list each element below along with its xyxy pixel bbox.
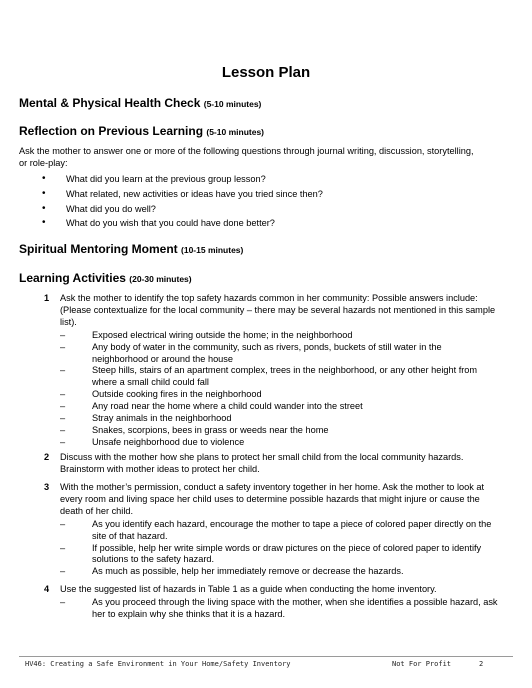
list-item: – Snakes, scorpions, bees in grass or weeds near the home [60, 425, 500, 437]
step-text: With the mother’s permission, conduct a safety inventory together in her home. Ask the mother to look at every room and living space her child uses to determine possible hazards that might injure or cause the death of her child. [60, 482, 485, 516]
step-subitems [60, 597, 500, 621]
list-item: – Steep hills, stairs of an apartment complex, trees in the neighborhood, or any other height from where a small child could fall [60, 365, 500, 389]
list-item: – Exposed electrical wiring outside the home; in the neighborhood [60, 330, 500, 342]
list-item: • What did you do well? [19, 202, 323, 217]
list-item: – Unsafe neighborhood due to violence [60, 437, 500, 449]
section-heading-learning-activities [19, 271, 192, 285]
step-text: Use the suggested list of hazards in Table 1 as a guide when conducting the home inventory. [60, 584, 437, 594]
footer-page-number: 2 [479, 660, 484, 668]
list-item: – Any body of water in the community, such as rivers, ponds, buckets of still water in the neighborhood or around the house [60, 342, 500, 366]
step-number: 1 [44, 293, 50, 303]
list-item: – If possible, help her write simple words or draw pictures on the piece of colored paper to identify solutions to the safety hazard. [60, 543, 500, 567]
step-text: Ask the mother to identify the top safety hazards common in her community: Possible answers include: (Please contextualize for the local community – there may be several hazards not mentioned in this sample list). [60, 293, 496, 327]
list-item: – Stray animals in the neighborhood [60, 413, 500, 425]
step-text: Discuss with the mother how she plans to protect her small child from the local community hazards. Brainstorm with mother ideas to protect her child. [60, 452, 464, 474]
heading-text: Reflection on Previous Learning [19, 124, 204, 138]
list-item: – Outside cooking fires in the neighborhood [60, 389, 500, 401]
section-heading-health-check [19, 96, 261, 110]
reflection-intro: Ask the mother to answer one or more of the following questions through journal writing, discussion, storytelling, or role-play: [19, 146, 474, 168]
list-item: • What do you wish that you could have done better? [19, 216, 323, 231]
list-item: • What did you learn at the previous group lesson? [19, 172, 323, 187]
activity-step-3 [44, 482, 500, 578]
heading-duration: (5-10 minutes) [203, 99, 262, 109]
heading-text: Learning Activities [19, 271, 126, 285]
page-title: Lesson Plan [221, 64, 311, 81]
footer-document-title: HV46: Creating a Safe Environment in Your Home/Safety Inventory [25, 660, 291, 668]
list-item: – As you identify each hazard, encourage the mother to tape a piece of colored paper directly on the site of that hazard. [60, 519, 500, 543]
step-subitems [60, 330, 500, 449]
page-footer [19, 656, 513, 668]
list-item: – As you proceed through the living space with the mother, when she identifies a possible hazard, ask her to explain why she thinks that it is a hazard. [60, 597, 500, 621]
heading-duration: (10-15 minutes) [181, 245, 244, 255]
step-number: 2 [44, 452, 50, 462]
section-heading-reflection [19, 124, 264, 138]
step-number: 3 [44, 482, 50, 492]
heading-duration: (5-10 minutes) [206, 127, 264, 137]
section-heading-spiritual [19, 242, 243, 256]
step-subitems [60, 519, 500, 579]
heading-duration: (20-30 minutes) [129, 274, 192, 284]
step-number: 4 [44, 584, 50, 594]
activity-step-4 [44, 584, 500, 621]
activity-step-1 [44, 293, 500, 449]
list-item: – Any road near the home where a child could wander into the street [60, 401, 500, 413]
footer-note: Not For Profit [392, 660, 452, 668]
list-item: – As much as possible, help her immediately remove or decrease the hazards. [60, 566, 500, 578]
heading-text: Mental & Physical Health Check [19, 96, 201, 110]
reflection-question-list [19, 172, 323, 231]
heading-text: Spiritual Mentoring Moment [19, 242, 178, 256]
list-item: • What related, new activities or ideas have you tried since then? [19, 187, 323, 202]
activity-step-2 [44, 452, 500, 476]
